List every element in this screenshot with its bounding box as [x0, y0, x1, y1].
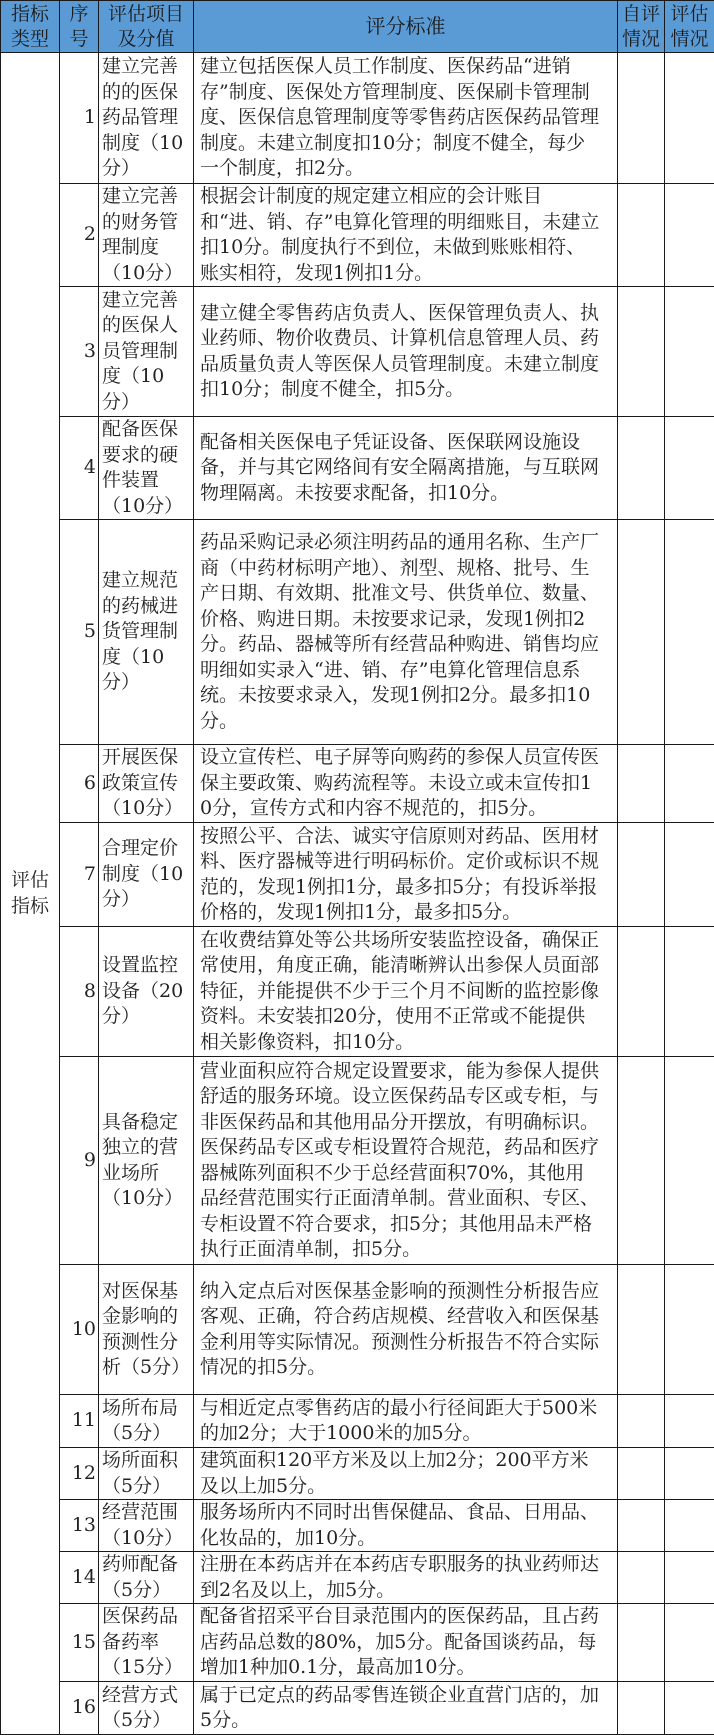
header-type: 指标类型	[1, 1, 60, 53]
table-row	[1, 1265, 714, 1395]
eval-cell[interactable]	[665, 1500, 714, 1552]
item-cell: 具备稳定独立的营业场所（10分）	[99, 1057, 194, 1265]
seq-cell: 10	[60, 1265, 99, 1395]
eval-cell[interactable]	[665, 417, 714, 520]
seq-cell: 4	[60, 417, 99, 520]
self-eval-cell[interactable]	[618, 1682, 665, 1735]
table-row	[1, 1500, 714, 1552]
eval-cell[interactable]	[665, 184, 714, 287]
table-row	[1, 1604, 714, 1682]
table-body	[1, 53, 714, 1735]
eval-cell[interactable]	[665, 1682, 714, 1735]
item-cell: 开展医保政策宣传（10分）	[99, 745, 194, 823]
table-row	[1, 1552, 714, 1604]
table-row	[1, 520, 714, 745]
seq-cell: 12	[60, 1448, 99, 1500]
standard-cell: 按照公平、合法、诚实守信原则对药品、医用材料、医疗器械等进行明码标价。定价或标识不规范的，发现1例扣1分，最多扣5分；有投诉举报价格的，发现1例扣1分，最多扣5分。	[194, 823, 618, 927]
table-row	[1, 417, 714, 520]
eval-cell[interactable]	[665, 1395, 714, 1448]
item-cell: 药师配备（5分）	[99, 1552, 194, 1604]
standard-cell: 属于已定点的药品零售连锁企业直营门店的，加5分。	[194, 1682, 618, 1735]
standard-cell: 建立健全零售药店负责人、医保管理负责人、执业药师、物价收费员、计算机信息管理人员、药品质量负责人等医保人员管理制度。未建立制度扣10分；制度不健全，扣5分。	[194, 287, 618, 417]
eval-cell[interactable]	[665, 927, 714, 1057]
eval-cell[interactable]	[665, 1552, 714, 1604]
self-eval-cell[interactable]	[618, 287, 665, 417]
header-eval: 评估情况	[665, 1, 714, 53]
item-cell: 对医保基金影响的预测性分析（5分）	[99, 1265, 194, 1395]
standard-cell: 服务场所内不同时出售保健品、食品、日用品、化妆品的，加10分。	[194, 1500, 618, 1552]
self-eval-cell[interactable]	[618, 1395, 665, 1448]
self-eval-cell[interactable]	[618, 1500, 665, 1552]
seq-cell: 9	[60, 1057, 99, 1265]
standard-cell: 建立包括医保人员工作制度、医保药品“进销存”制度、医保处方管理制度、医保刷卡管理制度、医保信息管理制度等零售药店医保药品管理制度。未建立制度扣10分；制度不健全，每少一个制度，扣2分。	[194, 53, 618, 184]
seq-cell: 3	[60, 287, 99, 417]
seq-cell: 6	[60, 745, 99, 823]
eval-cell[interactable]	[665, 53, 714, 184]
item-cell: 建立规范的药械进货管理制度（10分）	[99, 520, 194, 745]
self-eval-cell[interactable]	[618, 417, 665, 520]
table-row	[1, 1057, 714, 1265]
seq-cell: 14	[60, 1552, 99, 1604]
seq-cell: 1	[60, 53, 99, 184]
seq-cell: 8	[60, 927, 99, 1057]
header-self-eval: 自评情况	[618, 1, 665, 53]
eval-cell[interactable]	[665, 1057, 714, 1265]
eval-cell[interactable]	[665, 745, 714, 823]
self-eval-cell[interactable]	[618, 1265, 665, 1395]
self-eval-cell[interactable]	[618, 823, 665, 927]
header-row	[1, 1, 714, 53]
seq-cell: 15	[60, 1604, 99, 1682]
self-eval-cell[interactable]	[618, 745, 665, 823]
table-row	[1, 745, 714, 823]
item-cell: 配备医保要求的硬件装置（10分）	[99, 417, 194, 520]
self-eval-cell[interactable]	[618, 1604, 665, 1682]
table-row	[1, 287, 714, 417]
table-row	[1, 927, 714, 1057]
item-cell: 场所布局（5分）	[99, 1395, 194, 1448]
eval-cell[interactable]	[665, 823, 714, 927]
self-eval-cell[interactable]	[618, 520, 665, 745]
standard-cell: 配备相关医保电子凭证设备、医保联网设施设备，并与其它网络间有安全隔离措施，与互联网物理隔离。未按要求配备，扣10分。	[194, 417, 618, 520]
standard-cell: 注册在本药店并在本药店专职服务的执业药师达到2名及以上，加5分。	[194, 1552, 618, 1604]
category-cell: 评估指标	[1, 53, 60, 1735]
eval-cell[interactable]	[665, 287, 714, 417]
standard-cell: 在收费结算处等公共场所安装监控设备，确保正常使用，角度正确，能清晰辨认出参保人员面部特征，并能提供不少于三个月不间断的监控影像资料。未安装扣20分，使用不正常或不能提供相关影像资料，扣10分。	[194, 927, 618, 1057]
eval-cell[interactable]	[665, 1604, 714, 1682]
standard-cell: 与相近定点零售药店的最小行径间距大于500米的加2分；大于1000米的加5分。	[194, 1395, 618, 1448]
table-row	[1, 1448, 714, 1500]
item-cell: 建立完善的医保人员管理制度（10分）	[99, 287, 194, 417]
item-cell: 建立完善的财务管理制度（10分）	[99, 184, 194, 287]
standard-cell: 营业面积应符合规定设置要求，能为参保人提供舒适的服务环境。设立医保药品专区或专柜，与非医保药品和其他用品分开摆放，有明确标识。医保药品专区或专柜设置符合规范，药品和医疗器械陈列面积不少于总经营面积70%，其他用品经营范围实行正面清单制。营业面积、专区、专柜设置不符合要求，扣5分；其他用品未严格执行正面清单制，扣5分。	[194, 1057, 618, 1265]
eval-cell[interactable]	[665, 1265, 714, 1395]
item-cell: 医保药品备药率（15分）	[99, 1604, 194, 1682]
item-cell: 设置监控设备（20分）	[99, 927, 194, 1057]
self-eval-cell[interactable]	[618, 1448, 665, 1500]
self-eval-cell[interactable]	[618, 1057, 665, 1265]
eval-cell[interactable]	[665, 1448, 714, 1500]
standard-cell: 根据会计制度的规定建立相应的会计账目和“进、销、存”电算化管理的明细账目，未建立扣10分。制度执行不到位，未做到账账相符、账实相符，发现1例扣1分。	[194, 184, 618, 287]
item-cell: 经营方式（5分）	[99, 1682, 194, 1735]
header-item: 评估项目及分值	[99, 1, 194, 53]
seq-cell: 7	[60, 823, 99, 927]
self-eval-cell[interactable]	[618, 927, 665, 1057]
table-row	[1, 53, 714, 184]
seq-cell: 13	[60, 1500, 99, 1552]
seq-cell: 2	[60, 184, 99, 287]
item-cell: 场所面积（5分）	[99, 1448, 194, 1500]
standard-cell: 药品采购记录必须注明药品的通用名称、生产厂商（中药材标明产地）、剂型、规格、批号、生产日期、有效期、批准文号、供货单位、数量、价格、购进日期。未按要求记录，发现1例扣2分。药品、器械等所有经营品种购进、销售均应明细如实录入“进、销、存”电算化管理信息系统。未按要求录入，发现1例扣2分。最多扣10分。	[194, 520, 618, 745]
seq-cell: 5	[60, 520, 99, 745]
header-seq: 序号	[60, 1, 99, 53]
table-row	[1, 1395, 714, 1448]
table-row	[1, 1682, 714, 1735]
table-row	[1, 184, 714, 287]
eval-cell[interactable]	[665, 520, 714, 745]
item-cell: 建立完善的的医保药品管理制度（10分）	[99, 53, 194, 184]
table-row	[1, 823, 714, 927]
standard-cell: 建筑面积120平方米及以上加2分；200平方米及以上加5分。	[194, 1448, 618, 1500]
self-eval-cell[interactable]	[618, 184, 665, 287]
seq-cell: 11	[60, 1395, 99, 1448]
standard-cell: 配备省招采平台目录范围内的医保药品，且占药店药品总数的80%，加5分。配备国谈药品，每增加1种加0.1分，最高加10分。	[194, 1604, 618, 1682]
header-standard: 评分标准	[194, 1, 618, 53]
standard-cell: 纳入定点后对医保基金影响的预测性分析报告应客观、正确，符合药店规模、经营收入和医保基金利用等实际情况。预测性分析报告不符合实际情况的扣5分。	[194, 1265, 618, 1395]
self-eval-cell[interactable]	[618, 53, 665, 184]
self-eval-cell[interactable]	[618, 1552, 665, 1604]
seq-cell: 16	[60, 1682, 99, 1735]
item-cell: 合理定价制度（10分）	[99, 823, 194, 927]
standard-cell: 设立宣传栏、电子屏等向购药的参保人员宣传医保主要政策、购药流程等。未设立或未宣传扣10分，宣传方式和内容不规范的，扣5分。	[194, 745, 618, 823]
item-cell: 经营范围（10分）	[99, 1500, 194, 1552]
